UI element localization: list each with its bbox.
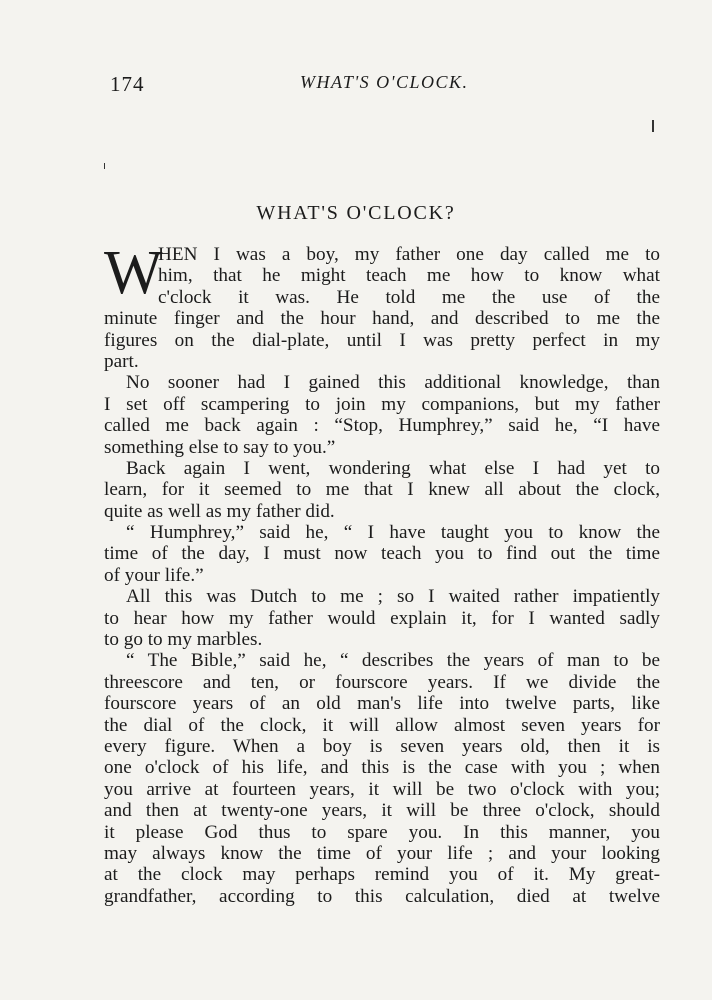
page-number: 174: [110, 72, 145, 96]
text-line: minute finger and the hour hand, and described to me the: [104, 308, 660, 330]
running-header: [110, 72, 660, 96]
text-line: fourscore years of an old man's life into twelve parts, like: [104, 693, 660, 715]
body-text: [104, 239, 660, 907]
text-line: to go to my marbles.: [104, 629, 263, 651]
text-line: you arrive at fourteen years, it will be two o'clock with you;: [104, 778, 660, 800]
text-line: something else to say to you.”: [104, 436, 336, 458]
text-line: it please God thus to spare you. In this manner, you: [104, 821, 660, 843]
text-line: may always know the time of your life ; and your looking: [104, 842, 660, 864]
text-line: figures on the dial-plate, until I was pretty perfect in my: [104, 329, 660, 351]
text-line: time of the day, I must now teach you to find out the time: [104, 543, 660, 565]
text-line: at the clock may perhaps remind you of it. My great-: [104, 864, 660, 886]
text-line: every figure. When a boy is seven years old, then it is: [104, 735, 660, 757]
text-line: to hear how my father would explain it, for I wanted sadly: [104, 607, 660, 629]
text-line: of your life.”: [104, 564, 204, 586]
text-line: Back again I went, wondering what else I had yet to: [126, 457, 660, 479]
drop-cap: W: [104, 239, 161, 307]
text-line: one o'clock of his life, and this is the case with you ; when: [104, 757, 660, 779]
text-line: him, that he might teach me how to know what: [158, 265, 660, 287]
chapter-title: WHAT'S O'CLOCK?: [256, 202, 456, 224]
text-lines: [104, 239, 660, 907]
text-line: the dial of the clock, it will allow almost seven years for: [104, 714, 660, 736]
ink-speck: [652, 120, 654, 132]
text-line: threescore and ten, or fourscore years. If we divide the: [104, 671, 660, 693]
text-line: I set off scampering to join my companions, but my father: [104, 393, 660, 415]
text-line: “ The Bible,” said he, “ describes the years of man to be: [126, 650, 660, 672]
text-line: c'clock it was. He told me the use of the: [158, 286, 660, 308]
text-line: HEN I was a boy, my father one day called me to: [158, 244, 660, 265]
text-line: No sooner had I gained this additional knowledge, than: [126, 372, 660, 394]
text-line: and then at twenty-one years, it will be three o'clock, should: [104, 800, 660, 822]
ink-speck: [104, 163, 105, 169]
text-line: learn, for it seemed to me that I knew all about the clock,: [104, 479, 660, 501]
text-line: “ Humphrey,” said he, “ I have taught you to know the: [126, 522, 660, 544]
text-line: quite as well as my father did.: [104, 500, 335, 522]
text-line: part.: [104, 350, 139, 372]
text-line: called me back again : “Stop, Humphrey,” said he, “I have: [104, 415, 660, 437]
running-title: WHAT'S O'CLOCK.: [300, 72, 469, 92]
text-line: grandfather, according to this calculation, died at twelve: [104, 885, 660, 907]
text-line: All this was Dutch to me ; so I waited rather impatiently: [126, 586, 660, 608]
